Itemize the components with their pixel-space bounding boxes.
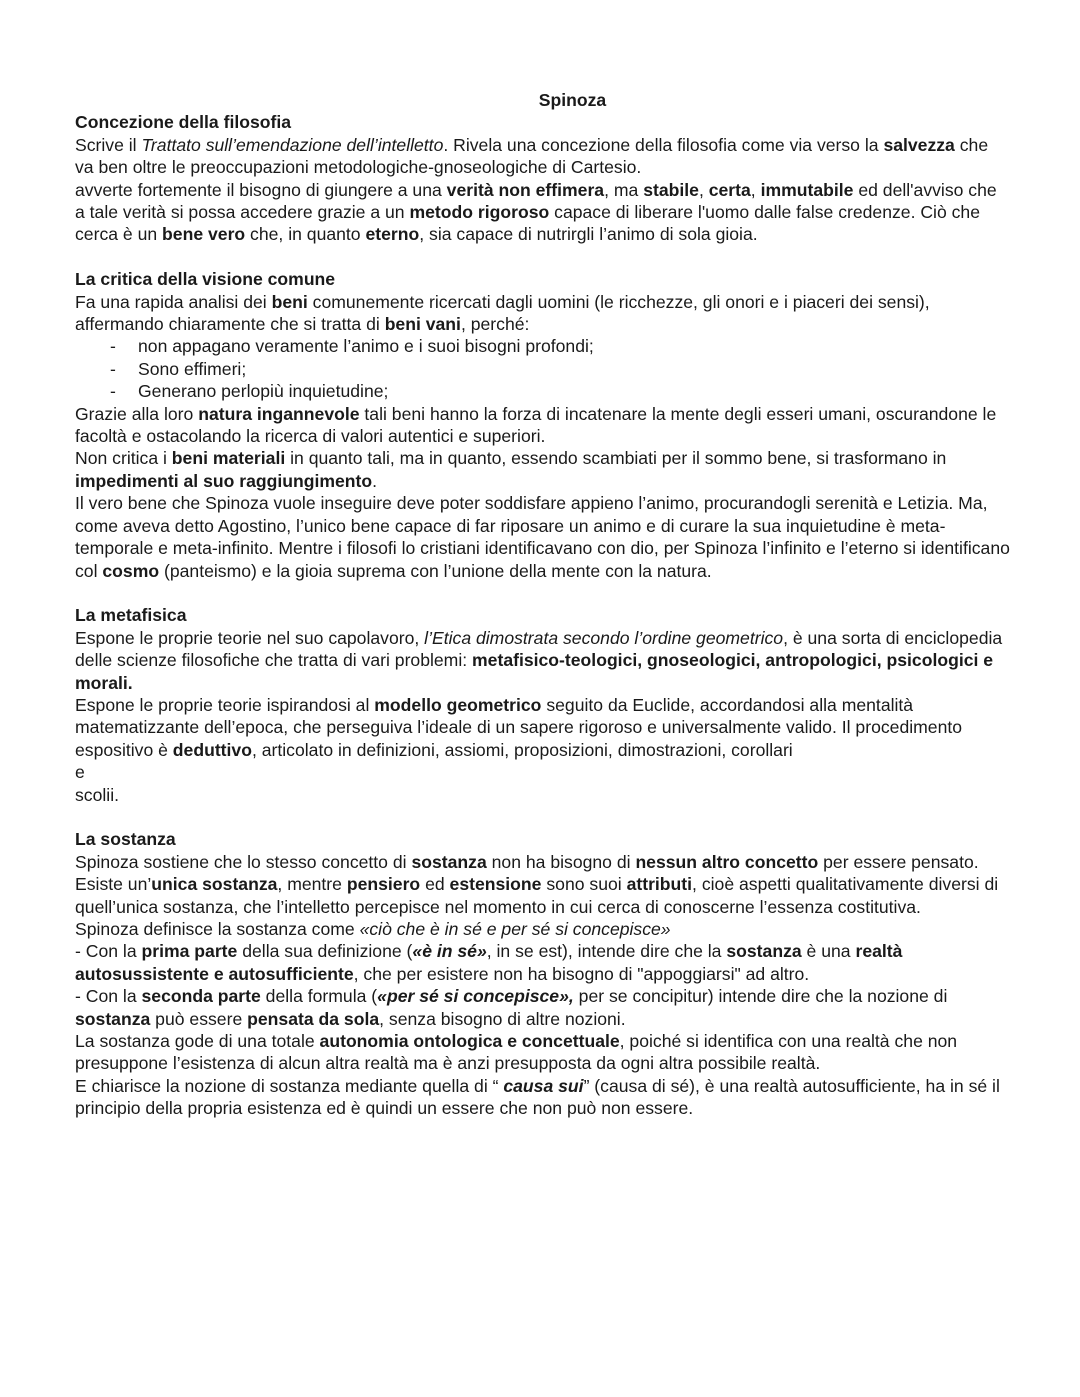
bold-text: prima parte: [141, 941, 238, 962]
paragraph: e: [75, 762, 85, 783]
bold-text: pensiero: [346, 874, 421, 895]
paragraph: [75, 492, 1010, 582]
text-run: della sua definizione (: [237, 941, 413, 962]
bold-text: beni: [271, 291, 308, 312]
paragraph: [75, 1075, 1010, 1120]
text-run: per se concipitur) intende dire che la nozione di: [573, 986, 948, 1007]
text-run: , cioè aspetti qualitativamente diversi di quell’unica sostanza, che l’intelletto percepisce nel momento in cui cerca di conoscerne l’essenza costitutiva.: [75, 874, 999, 917]
spacer: [75, 582, 1010, 604]
paragraph: [75, 694, 1010, 761]
text-run: , articolato in definizioni, assiomi, proposizioni, dimostrazioni, corollari: [251, 739, 793, 760]
section-heading-metafisica: La metafisica: [75, 605, 187, 626]
bold-text: unica sostanza: [151, 874, 278, 895]
text-run: , mentre: [277, 874, 347, 895]
bold-text: metafisico-teologici, gnoseologici, antropologici, psicologici e morali.: [75, 650, 994, 693]
text-run: Espone le proprie teorie nel suo capolavoro,: [75, 627, 425, 648]
text-run: , poiché si identifica con una realtà che non presuppone l’esistenza di alcun altra realtà ma è anzi presupposta da ogni altra possibile realtà.: [75, 1031, 958, 1074]
text-run: Grazie alla loro: [75, 403, 199, 424]
text-run: è una: [801, 941, 856, 962]
document-title: Spinoza: [538, 90, 607, 110]
bold-text: metodo rigoroso: [409, 202, 550, 223]
text-run: seguito da Euclide, accordandosi alla mentalità matematizzante dell’epoca, che perseguiva l’ideale di un sapere rigoroso e universalmente valido. Il procedimento espositivo è: [75, 694, 963, 760]
text-run: tali beni hanno la forza di incatenare la mente degli esseri umani, oscurandone le facoltà e ostacolando la ricerca di valori autentici e superiori.: [75, 403, 997, 447]
paragraph: [75, 940, 1010, 985]
bold-text: certa: [708, 179, 751, 200]
text-run: , in se est), intende dire che la: [486, 941, 727, 962]
text-run: Fa una rapida analisi dei: [75, 291, 272, 312]
text-run: La sostanza gode di una totale: [75, 1031, 320, 1052]
section-heading-critica: La critica della visione comune: [75, 269, 336, 290]
text-run: , perché:: [460, 314, 530, 335]
text-run: , ma: [604, 179, 644, 200]
bold-text: seconda parte: [141, 986, 261, 1007]
paragraph: [75, 179, 1010, 246]
bold-text: natura ingannevole: [198, 403, 360, 424]
text-run: . Rivela una concezione della filosofia come via verso la: [443, 134, 884, 155]
bold-text: attributi: [626, 874, 693, 895]
bold-text: pensata da sola: [247, 1008, 380, 1029]
bold-text: causa sui: [503, 1075, 584, 1096]
bold-text: sostanza: [411, 851, 487, 872]
text-run: Scrive il: [75, 134, 142, 155]
text-run: ,: [750, 179, 761, 200]
text-run: Il vero bene che Spinoza vuole inseguire deve poter soddisfare appieno l’animo, procurandogli serenità e Letizia. Ma, come aveva detto Agostino, l’unico bene capace di far riposare un animo e di curare la sua inquietudine è meta-temporale e meta-infinito. Mentre i filosofi lo cristiani identificavano con dio, per Spinoza l’infinito e l’eterno si identificano col: [75, 493, 1010, 581]
text-run: che va ben oltre le preoccupazioni metodologiche-gnoseologiche di Cartesio.: [75, 134, 989, 178]
text-run: può essere: [150, 1008, 248, 1029]
text-run: (panteismo) e la gioia suprema con l’unione della mente con la natura.: [159, 560, 712, 581]
text-run: ed: [420, 874, 450, 895]
bold-text: nessun altro concetto: [635, 851, 819, 872]
bold-text: realtà autosussistente e autosufficiente: [75, 941, 903, 984]
list-item: - Sono effimeri;: [75, 358, 1010, 380]
section-heading-concezione: Concezione della filosofia: [75, 112, 292, 133]
text-run: ” (causa di sé), è una realtà autosufficiente, ha in sé il principio della propria esistenza ed è quindi un essere che non può non essere.: [75, 1075, 1000, 1119]
bold-text: stabile: [643, 179, 699, 200]
italic-text: l’Etica dimostrata secondo l’ordine geometrico: [424, 627, 784, 648]
bold-text: bene vero: [162, 224, 246, 245]
bold-text: beni vani: [384, 314, 461, 335]
paragraph: [75, 134, 1010, 179]
bold-text: sostanza: [75, 1008, 151, 1029]
text-run: non ha bisogno di: [486, 851, 636, 872]
text-run: Non critica i: [75, 448, 172, 469]
paragraph: [75, 403, 1010, 448]
paragraph: scolii.: [75, 784, 119, 805]
italic-text: Trattato sull’emendazione dell’intelletto: [141, 134, 444, 155]
text-run: capace di liberare l'uomo dalle false credenze. Ciò che cerca è un: [75, 202, 981, 245]
dash-list: [75, 335, 1010, 402]
text-run: che, in quanto: [245, 224, 366, 245]
paragraph: [75, 447, 1010, 492]
text-run: E chiarisce la nozione di sostanza mediante quella di “: [75, 1075, 504, 1096]
bold-text: estensione: [449, 874, 542, 895]
bold-text: eterno: [365, 224, 420, 245]
text-run: della formula (: [260, 986, 378, 1007]
bold-text: sostanza: [726, 941, 802, 962]
spacer: [75, 806, 1010, 828]
text-run: avverte fortemente il bisogno di giungere a una: [75, 179, 447, 200]
bold-text: salvezza: [883, 134, 955, 155]
text-run: Espone le proprie teorie ispirandosi al: [75, 694, 375, 715]
text-run: sono suoi: [541, 874, 627, 895]
paragraph: [75, 627, 1010, 694]
paragraph: [75, 1030, 1010, 1075]
paragraph: [75, 918, 1010, 940]
bold-text: verità non effimera: [446, 179, 605, 200]
bold-text: beni materiali: [171, 448, 286, 469]
text-run: ed dell'avviso che a tale verità si possa accedere grazie a un: [75, 179, 997, 223]
text-run: per essere pensato. Esiste un’: [75, 851, 979, 895]
text-run: , senza bisogno di altre nozioni.: [379, 1008, 626, 1029]
text-run: - Con la: [75, 941, 142, 962]
bold-text: modello geometrico: [374, 694, 542, 715]
bold-text: cosmo: [102, 560, 160, 581]
text-run: , che per esistere non ha bisogno di "appoggiarsi" ad altro.: [353, 963, 810, 984]
paragraph: [75, 851, 1010, 918]
text-run: - Con la: [75, 986, 142, 1007]
text-run: ,: [698, 179, 709, 200]
paragraph: [75, 291, 1010, 336]
paragraph: [75, 985, 1010, 1030]
list-item: - Generano perlopiù inquietudine;: [75, 380, 1010, 402]
bold-text: autonomia ontologica e concettuale: [319, 1031, 620, 1052]
text-run: .: [372, 470, 378, 491]
section-heading-sostanza: La sostanza: [75, 829, 176, 850]
bold-text: «è in sé»: [412, 941, 487, 962]
text-run: Spinoza sostiene che lo stesso concetto di: [75, 851, 412, 872]
bold-text: deduttivo: [172, 739, 252, 760]
text-run: , è una sorta di enciclopedia delle scienze filosofiche che tratta di vari problemi:: [75, 627, 1003, 671]
text-run: in quanto tali, ma in quanto, essendo scambiati per il sommo bene, si trasformano in: [285, 448, 947, 469]
text-run: comunemente ricercati dagli uomini (le ricchezze, gli onori e i piaceri dei sensi), affermando chiaramente che si tratta di: [75, 291, 930, 335]
text-run: Spinoza definisce la sostanza come: [75, 918, 360, 939]
spacer: [75, 246, 1010, 268]
document-page: [75, 89, 1010, 1120]
text-run: , sia capace di nutrirgli l’animo di sola gioia.: [419, 224, 758, 245]
bold-text: immutabile: [760, 179, 854, 200]
bold-text: impedimenti al suo raggiungimento: [75, 470, 373, 491]
italic-text: «ciò che è in sé e per sé si concepisce»: [359, 918, 671, 939]
bold-text: «per sé si concepisce»,: [377, 986, 574, 1007]
list-item: - non appagano veramente l’animo e i suoi bisogni profondi;: [75, 335, 1010, 357]
